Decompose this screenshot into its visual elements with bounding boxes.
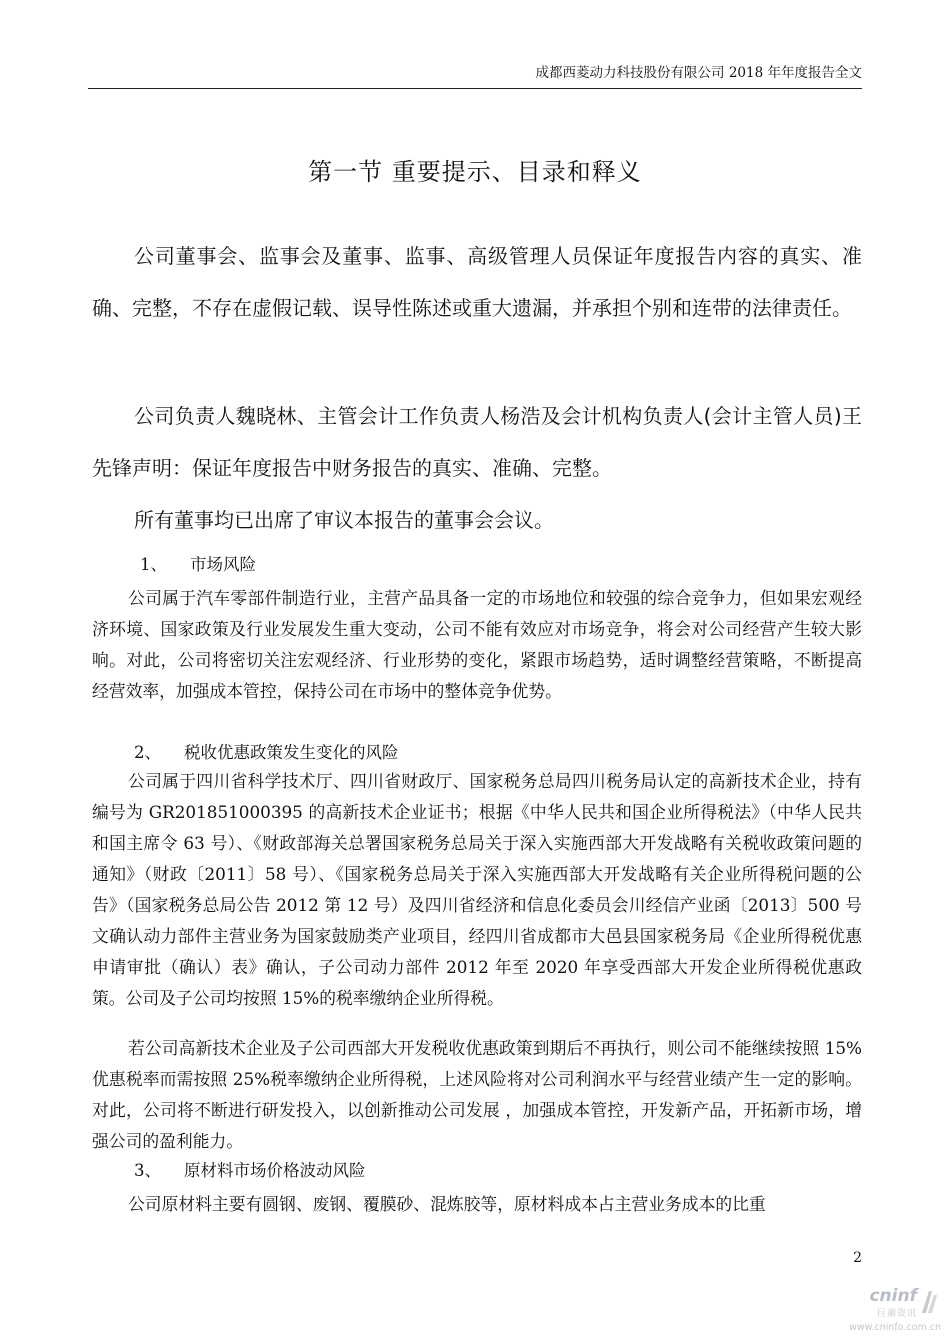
cninfo-mark-icon bbox=[919, 1287, 939, 1315]
risk-paragraph: 公司属于汽车零部件制造行业，主营产品具备一定的市场地位和较强的综合竞争力，但如果宏观经济环境、国家政策及行业发展发生重大变动，公司不能有效应对市场竞争，将会对公司经营产生较大影响。对此，公司将密切关注宏观经济、行业形势的变化，紧跟市场趋势，适时调整经营策略，不断提高经营效率，加强成本管控，保持公司在市场中的整体竞争优势。 bbox=[92, 588, 862, 701]
header-divider bbox=[88, 88, 862, 89]
section-title: 第一节 重要提示、目录和释义 bbox=[308, 158, 642, 186]
running-header: 成都西菱动力科技股份有限公司 2018 年年度报告全文 bbox=[535, 65, 862, 81]
risk-heading-tax bbox=[134, 741, 399, 765]
risk-paragraph: 公司原材料主要有圆钢、废钢、覆膜砂、混炼胶等，原材料成本占主营业务成本的比重 bbox=[128, 1194, 766, 1214]
risk-title: 市场风险 bbox=[190, 555, 256, 574]
page-number: 2 bbox=[853, 1250, 862, 1266]
risk-paragraph: 若公司高新技术企业及子公司西部大开发税收优惠政策到期后不再执行，则公司不能继续按照 15%优惠税率而需按照 25%税率缴纳企业所得税，上述风险将对公司利润水平与经营业绩产生一定的影响。对此，公司将不断进行研发投入，以创新推动公司发展 ，加强成本管控，开发新产品，开拓新市场，增强公司的盈利能力。 bbox=[92, 1038, 862, 1151]
risk-title: 原材料市场价格波动风险 bbox=[184, 1161, 366, 1180]
risk-paragraph: 公司属于四川省科学技术厅、四川省财政厅、国家税务总局四川税务局认定的高新技术企业，持有编号为 GR201851000395 的高新技术企业证书；根据《中华人民共和国企业所得税法》（中华人民共和国主席令 63 号）、《财政部海关总署国家税务总局关于深入实施西部大开发战略有关税收政策问题的通知》（财政〔2011〕58 号）、《国家税务总局关于深入实施西部大开发战略有关企业所得税问题的公告》（国家税务总局公告 2012 第 12 号）及四川省经济和信息化委员会川经信产业函〔2013〕500 号文确认动力部件主营业务为国家鼓励类产业项目，经四川省成都市大邑县国家税务局《企业所得税优惠申请审批（确认）表》确认，子公司动力部件 2012 年至 2020 年享受西部大开发企业所得税优惠政策。公司及子公司均按照 15%的税率缴纳企业所得税。 bbox=[92, 771, 862, 1008]
risk-number: 1、 bbox=[140, 555, 167, 574]
watermark-subtitle: 巨潮资讯 bbox=[876, 1309, 917, 1319]
statement-responsible-persons: 公司负责人魏晓林、主管会计工作负责人杨浩及会计机构负责人(会计主管人员)王先锋声明：保证年度报告中财务报告的真实、准确、完整。 bbox=[92, 404, 862, 480]
statement-board-guarantee: 公司董事会、监事会及董事、监事、高级管理人员保证年度报告内容的真实、准确、完整，不存在虚假记载、误导性陈述或重大遗漏，并承担个别和连带的法律责任。 bbox=[92, 244, 862, 320]
risk-number: 3、 bbox=[134, 1161, 161, 1180]
watermark-url: www.cninfo.com.cn bbox=[849, 1322, 941, 1333]
risk-heading-raw-materials bbox=[134, 1159, 366, 1183]
risk-title: 税收优惠政策发生变化的风险 bbox=[184, 743, 399, 762]
risk-heading-market bbox=[140, 553, 256, 577]
cninfo-watermark-logo bbox=[845, 1286, 945, 1338]
watermark-name: cninf bbox=[869, 1286, 917, 1306]
risk-number: 2、 bbox=[134, 743, 161, 762]
statement-directors-attendance: 所有董事均已出席了审议本报告的董事会会议。 bbox=[134, 508, 554, 532]
